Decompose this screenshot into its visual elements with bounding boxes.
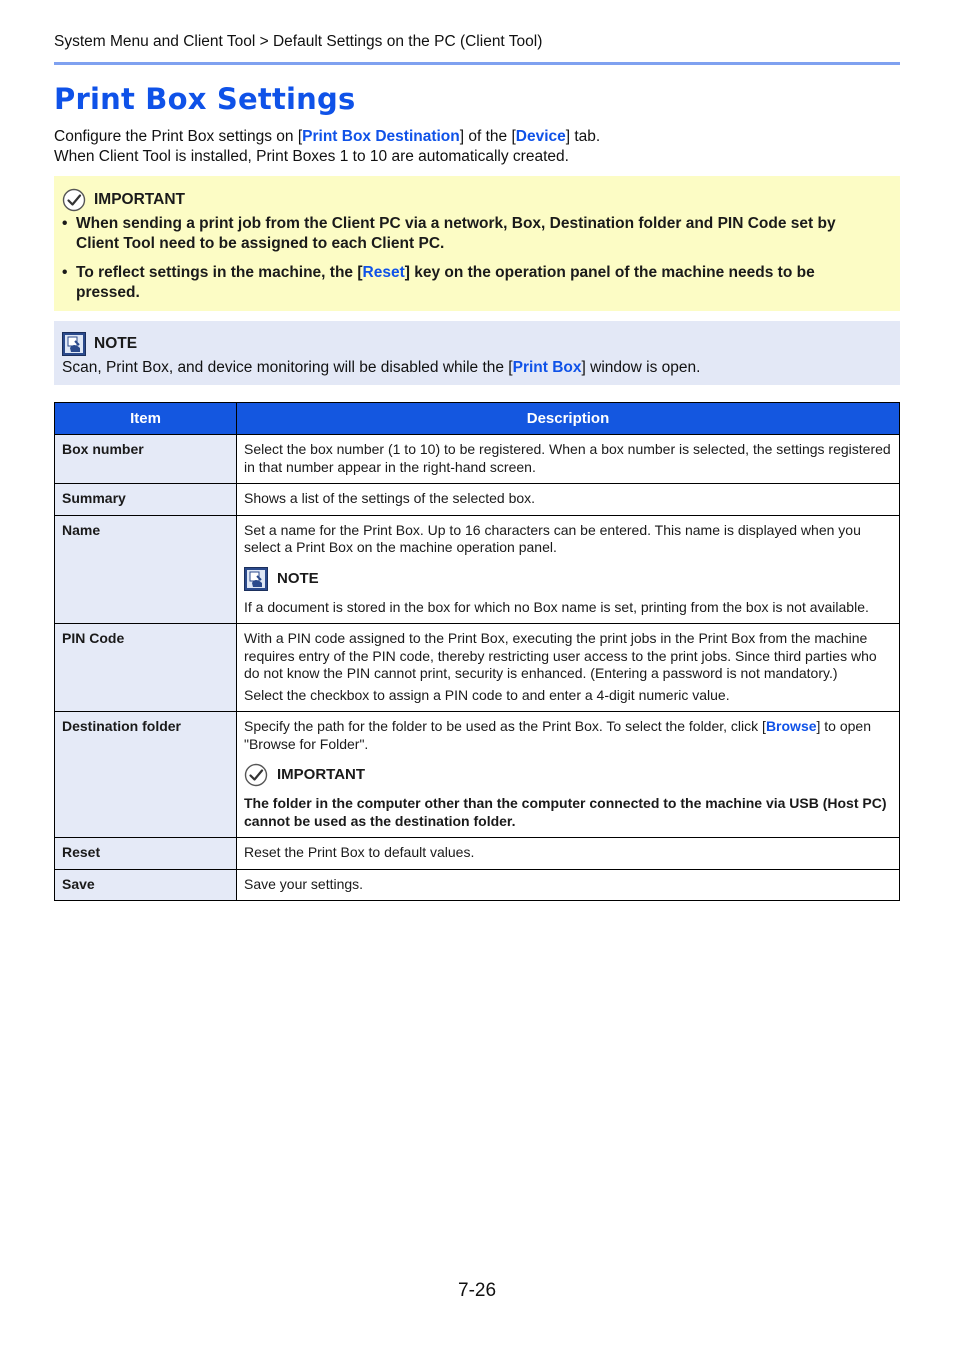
row-description-cell: Reset the Print Box to default values.: [237, 838, 900, 870]
table-row: [55, 869, 900, 901]
print-box-destination-link: Print Box Destination: [302, 128, 460, 145]
browse-button-link: Browse: [765, 718, 817, 734]
row-item-cell: Reset: [55, 838, 237, 870]
breadcrumb: System Menu and Client Tool > Default Settings on the PC (Client Tool): [54, 33, 543, 50]
page-number: 7-26: [458, 1280, 497, 1301]
table-row: [55, 515, 900, 624]
intro-paragraph: [54, 127, 600, 166]
column-header-item: Item: [55, 403, 237, 435]
important-bullet-1: • When sending a print job from the Client PC via a network, Box, Destination folder and PIN Code set by Client Tool need to be assigned to each Client PC.: [62, 215, 836, 252]
row-item-cell: Name: [55, 515, 237, 624]
table-row: [55, 712, 900, 838]
print-box-window-link: Print Box: [512, 359, 582, 376]
row-item-cell: PIN Code: [55, 624, 237, 712]
checkmark-circle-icon: [62, 188, 86, 212]
intro-line-1: Configure the Print Box settings on [Print Box Destination] of the [Device] tab.: [54, 128, 601, 145]
row-description-cell: [237, 712, 900, 838]
table-row: [55, 435, 900, 484]
row-item-cell: Summary: [55, 484, 237, 516]
table-row: [55, 484, 900, 516]
important-heading: IMPORTANT: [62, 188, 185, 212]
settings-table: [54, 402, 900, 901]
folder-description: Specify the path for the folder to be used as the Print Box. To select the folder, click [Browse] to open "Browse for Folder".: [244, 718, 872, 752]
important-bullet-2: • To reflect settings in the machine, the [Reset] key on the operation panel of the machine needs to be pressed.: [62, 264, 815, 301]
row-description-cell: Select the box number (1 to 10) to be registered. When a box number is selected, the settings registered in that number appear in the right-hand screen.: [237, 435, 900, 484]
pin-description-2: Select the checkbox to assign a PIN code to and enter a 4-digit numeric value.: [244, 686, 730, 703]
pin-description: With a PIN code assigned to the Print Box, executing the print jobs in the Print Box from the machine requires entry of the PIN code, thereby restricting user access to the print jobs. Since third parties who do not know the PIN cannot print, security is enhanced. (Entering a password is not mandatory.): [244, 630, 877, 681]
row-description-cell: Shows a list of the settings of the selected box.: [237, 484, 900, 516]
note-heading: NOTE: [62, 332, 137, 356]
row-description-cell: [237, 515, 900, 624]
checkmark-circle-icon: [244, 763, 268, 787]
folder-important-text: The folder in the computer other than the computer connected to the machine via USB (Host PC) cannot be used as the destination folder.: [244, 795, 887, 829]
name-description: Set a name for the Print Box. Up to 16 characters can be entered. This name is displayed when you select a Print Box on the machine operation panel.: [244, 521, 861, 555]
column-header-description: Description: [237, 403, 900, 435]
name-note-text: If a document is stored in the box for which no Box name is set, printing from the box is not available.: [244, 598, 869, 615]
folder-important-heading: IMPORTANT: [244, 763, 892, 787]
important-bullet-list: [62, 214, 872, 312]
note-text: Scan, Print Box, and device monitoring will be disabled while the [Print Box] window is open.: [62, 359, 701, 376]
row-item-cell: Box number: [55, 435, 237, 484]
intro-line-2: When Client Tool is installed, Print Boxes 1 to 10 are automatically created.: [54, 147, 569, 165]
row-description-cell: Save your settings.: [237, 869, 900, 901]
name-note-heading: NOTE: [244, 567, 892, 591]
header-rule: [54, 62, 900, 65]
row-item-cell: Destination folder: [55, 712, 237, 838]
row-item-cell: Save: [55, 869, 237, 901]
row-description-cell: [237, 624, 900, 712]
important-box: [54, 176, 900, 311]
table-header-row: [55, 403, 900, 435]
page-title: Print Box Settings: [54, 82, 356, 116]
table-row: [55, 624, 900, 712]
note-box: [54, 321, 900, 385]
note-hand-icon: [62, 332, 86, 356]
table-row: [55, 838, 900, 870]
device-tab-link: Device: [515, 128, 566, 145]
note-hand-icon: [244, 567, 268, 591]
reset-key-link: Reset: [362, 264, 405, 281]
